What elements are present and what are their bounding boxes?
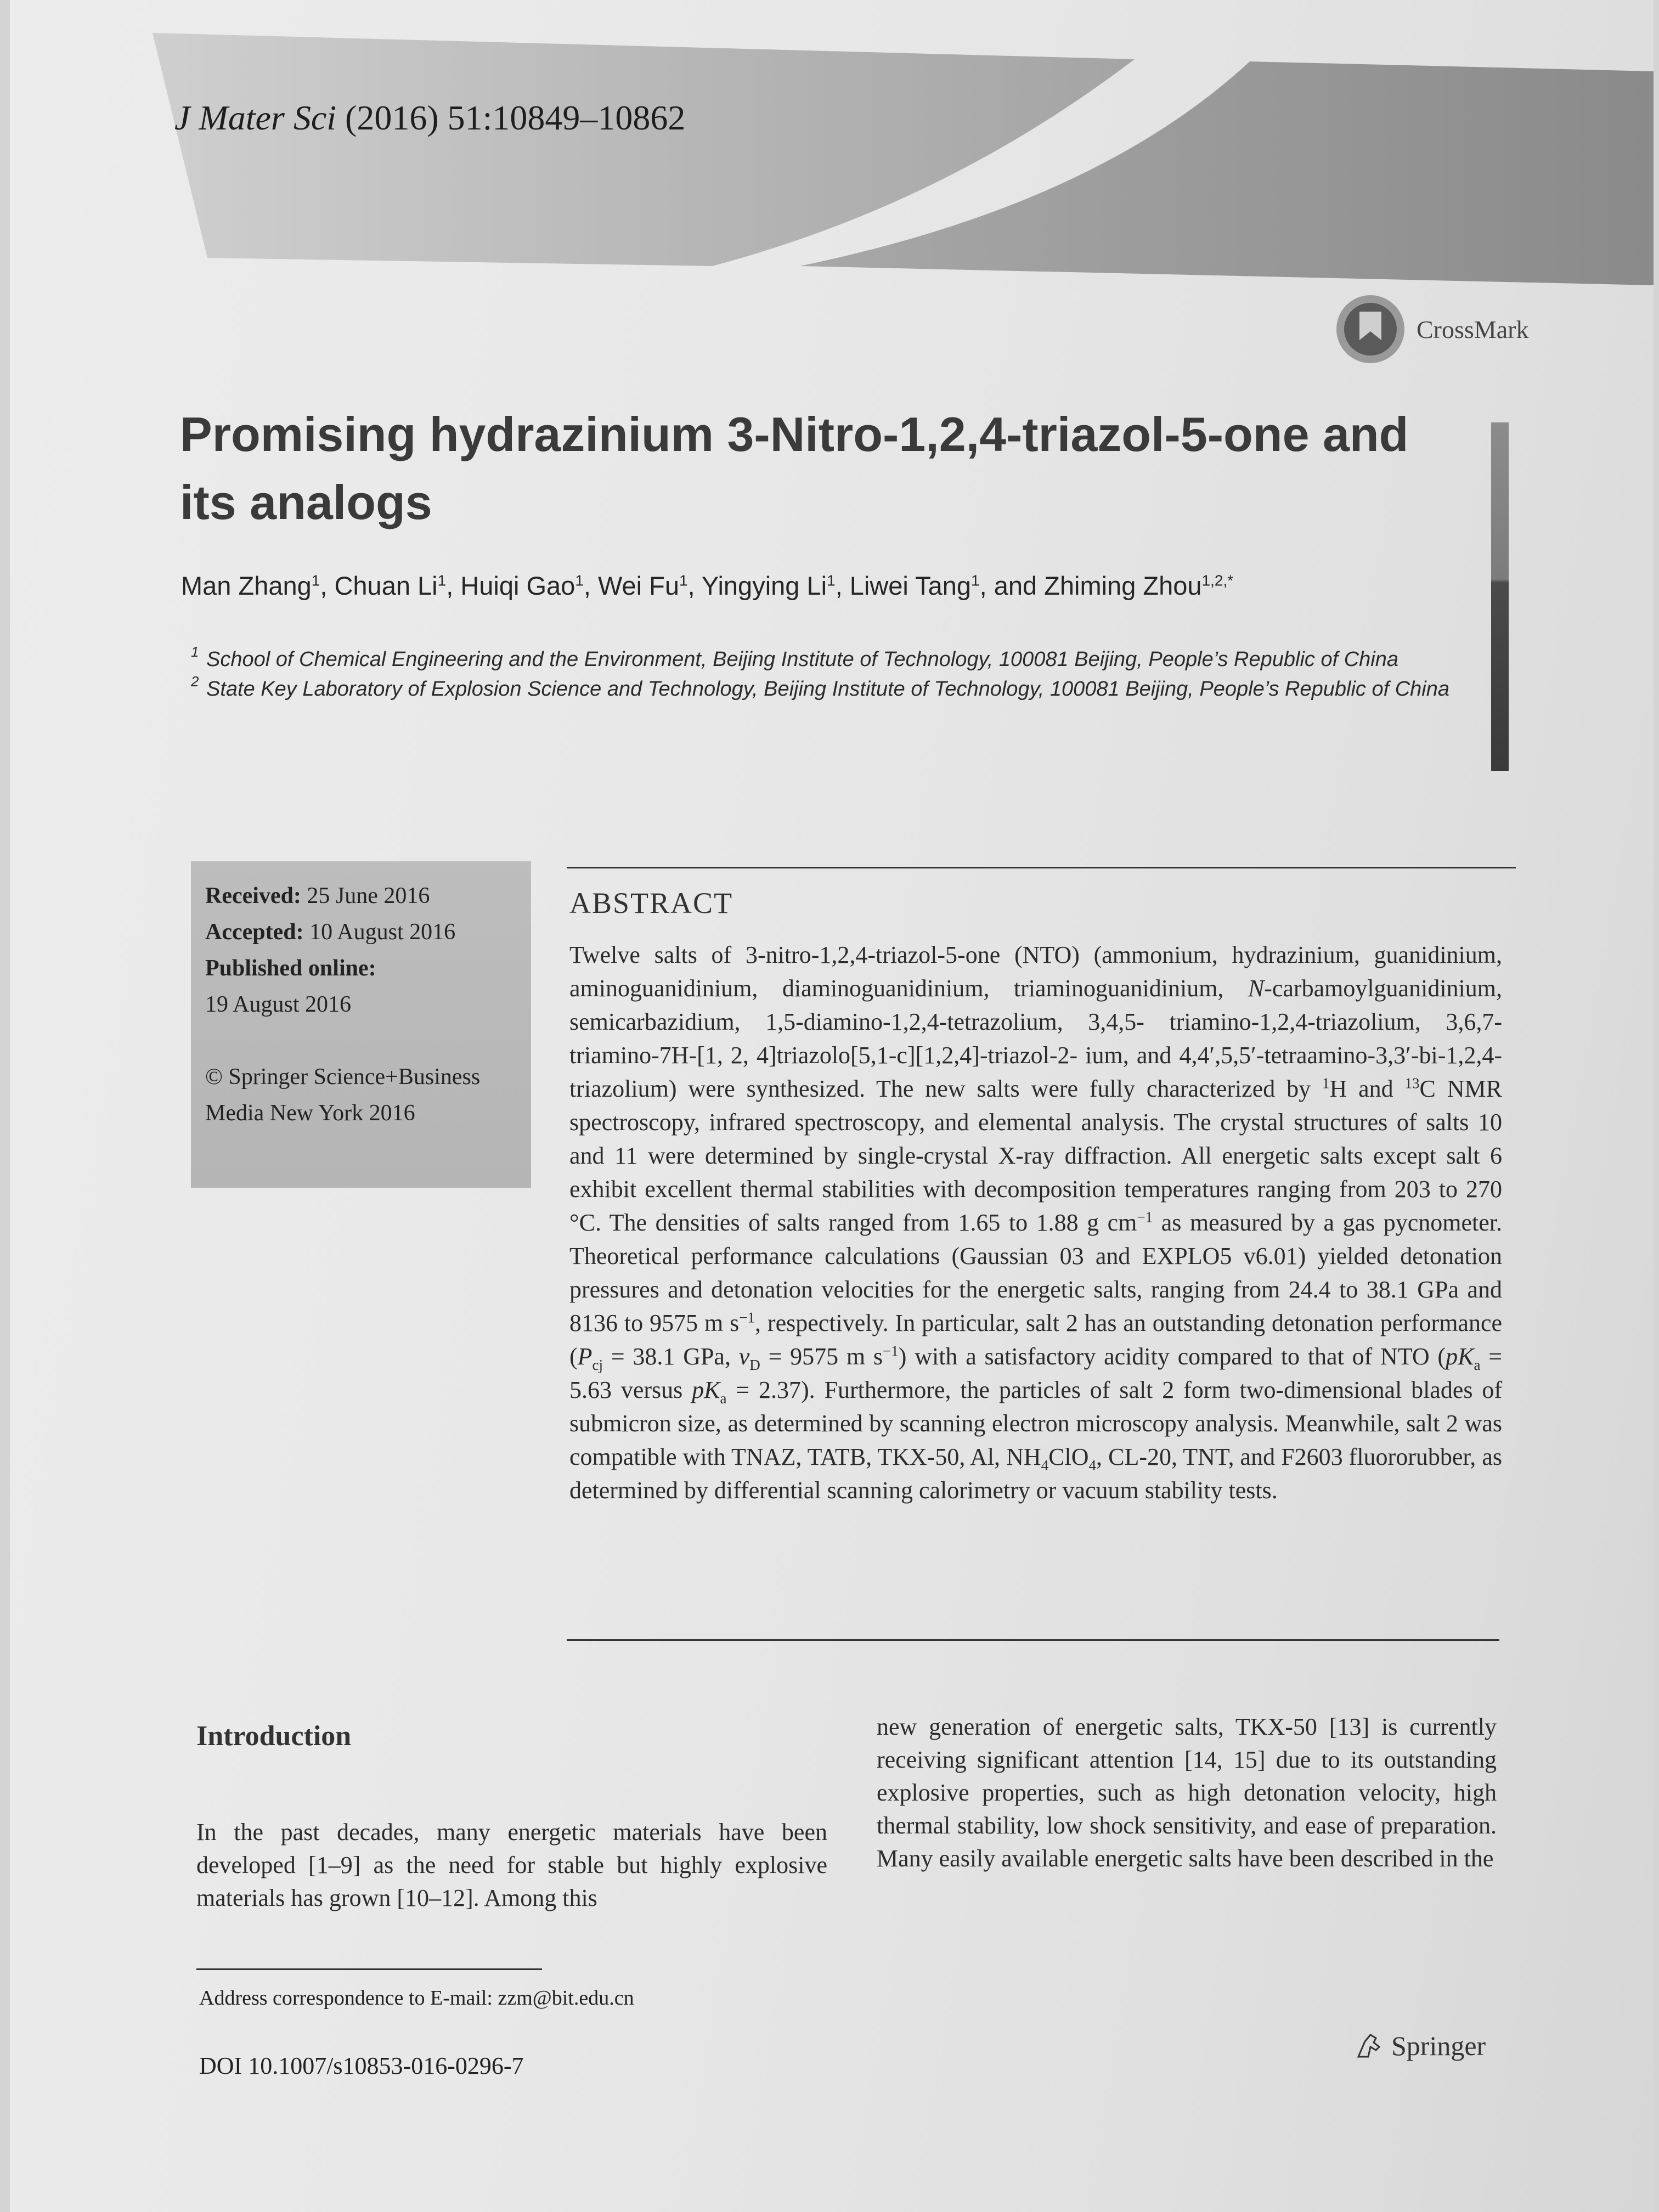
doi-link[interactable]: DOI 10.1007/s10853-016-0296-7 bbox=[199, 2052, 524, 2079]
journal-citation bbox=[174, 98, 685, 138]
abstract-heading: ABSTRACT bbox=[569, 887, 733, 919]
accepted-date: Accepted: 10 August 2016 bbox=[205, 919, 456, 945]
affiliation-1: 1 School of Chemical Engineering and the Environment, Beijing Institute of Technology, 100081 Beijing, People’s Republic of China bbox=[191, 644, 1399, 671]
introduction-left-column: In the past decades, many energetic materials have been developed [1–9] as the need for stable but highly explosive materials has grown [10–12]. Among this bbox=[196, 1819, 827, 1911]
crossmark-badge[interactable] bbox=[1332, 291, 1528, 368]
affiliations bbox=[191, 645, 1508, 704]
author[interactable]: Zhiming Zhou$^{1,2,*}$ bbox=[1044, 571, 1234, 600]
author[interactable]: Man Zhang$^1$ bbox=[181, 571, 320, 600]
published-date: 19 August 2016 bbox=[205, 992, 352, 1017]
abstract-text: Twelve salts of 3-nitro-1,2,4-triazol-5-one (NTO) (ammonium, hydrazinium, guanidinium, aminoguanidinium, diaminoguanidinium, triaminoguanidinium, N-carbamoylguanidinium, semicarbazidium, 1,5-diamino-1,2,4-tetrazolium, 3,4,5- triamino-1,2,4-triazolium, 3,6,7-triamino-7H-[1, 2, 4]triazolo[5,1-c][1,2,4]-triazol-2- ium, and 4,4′,5,5′-tetraamino-3,3′-bi-1,2,4-triazolium) were synthesized. The new salts were fully characterized by $^1$H and $^{13}$C NMR spectroscopy, infrared spectroscopy, and elemental analysis. The crystal structures of salts 10 and 11 were determined by single-crystal X-ray diffraction. All energetic salts except salt 6 exhibit excellent thermal stabilities with decomposition temperatures ranging from 203 to 270 °C. The densities of salts ranged from 1.65 to 1.88 g $cm^{-1}$ as measured by a gas pycnometer. Theoretical performance calculations (Gaussian 03 and EXPLO5 v6.01) yielded detonation pressures and detonation velocities for the energetic salts, ranging from 24.4 to 38.1 GPa and 8136 to 9575 m $s^{-1}$, respectively. In particular, salt 2 has an outstanding detonation performance ($P_{cj} = 38.1$ GPa, $v_D = 9575$ m $s^{-1}$) with a satisfactory acidity compared to that of NTO ($pK_a = 5.63$ versus $pK_a = 2.37$). Furthermore, the particles of salt 2 form two-dimensional blades of submicron size, as determined by scanning electron microscopy analysis. Meanwhile, salt 2 was compatible with TNAZ, TATB, TKX-50, Al, $NH_4ClO_4$, CL-20, TNT, and F2603 fluororubber, as determined by differential scanning calorimetry or vacuum stability tests. bbox=[569, 941, 1503, 1504]
header-banner-graphic bbox=[10, 0, 1654, 307]
abstract-top-rule bbox=[567, 867, 1516, 868]
author[interactable]: Chuan Li$^1$ bbox=[334, 571, 447, 600]
received-date: Received: 25 June 2016 bbox=[205, 883, 430, 909]
author[interactable]: Wei Fu$^1$ bbox=[598, 571, 688, 600]
publisher-name: Springer bbox=[1391, 2030, 1486, 2061]
copyright-notice: © Springer Science+Business Media New York 2016 bbox=[205, 1064, 481, 1126]
introduction-heading: Introduction bbox=[196, 1720, 352, 1752]
author-list: Man Zhang$^1$, Chuan Li$^1$, Huiqi Gao$^1$, Wei Fu$^1$, Yingying Li$^1$, Liwei Tang$^1$, and Zhiming Zhou$^{1,2,*}$ bbox=[181, 571, 1234, 600]
paper-title: Promising hydrazinium 3-Nitro-1,2,4-triazol-5-one and its analogs bbox=[180, 407, 1409, 529]
published-label: Published online: bbox=[205, 956, 376, 981]
article-history-box bbox=[191, 861, 531, 1188]
abstract-bottom-rule bbox=[567, 1639, 1499, 1641]
springer-logo bbox=[1354, 2030, 1486, 2062]
author[interactable]: Liwei Tang$^1$ bbox=[849, 571, 980, 600]
author[interactable]: Huiqi Gao$^1$ bbox=[460, 571, 584, 600]
author[interactable]: Yingying Li$^1$ bbox=[701, 571, 836, 600]
journal-name: J Mater Sci bbox=[174, 98, 336, 137]
paper-page bbox=[10, 0, 1654, 2212]
correspondence-email[interactable]: Address correspondence to E-mail: zzm@bit.edu.cn bbox=[199, 1987, 634, 2010]
affiliation-2: 2 State Key Laboratory of Explosion Science and Technology, Beijing Institute of Technology, 100081 Beijing, People’s Republic of China bbox=[191, 673, 1450, 701]
journal-volume-pages: (2016) 51:10849–10862 bbox=[345, 98, 686, 137]
introduction-right-column: new generation of energetic salts, TKX-50 [13] is currently receiving significant attention [14, 15] due to its outstanding explosive properties, such as high detonation velocity, high thermal stability, low shock sensitivity, and ease of preparation. Many easily available energetic salts have been described in the bbox=[877, 1713, 1497, 1872]
edge-color-bar bbox=[1491, 422, 1509, 771]
crossmark-label: CrossMark bbox=[1417, 315, 1529, 343]
crossmark-icon bbox=[1332, 291, 1409, 368]
footnote-rule bbox=[196, 1968, 542, 1970]
springer-horse-icon bbox=[1354, 2030, 1385, 2061]
